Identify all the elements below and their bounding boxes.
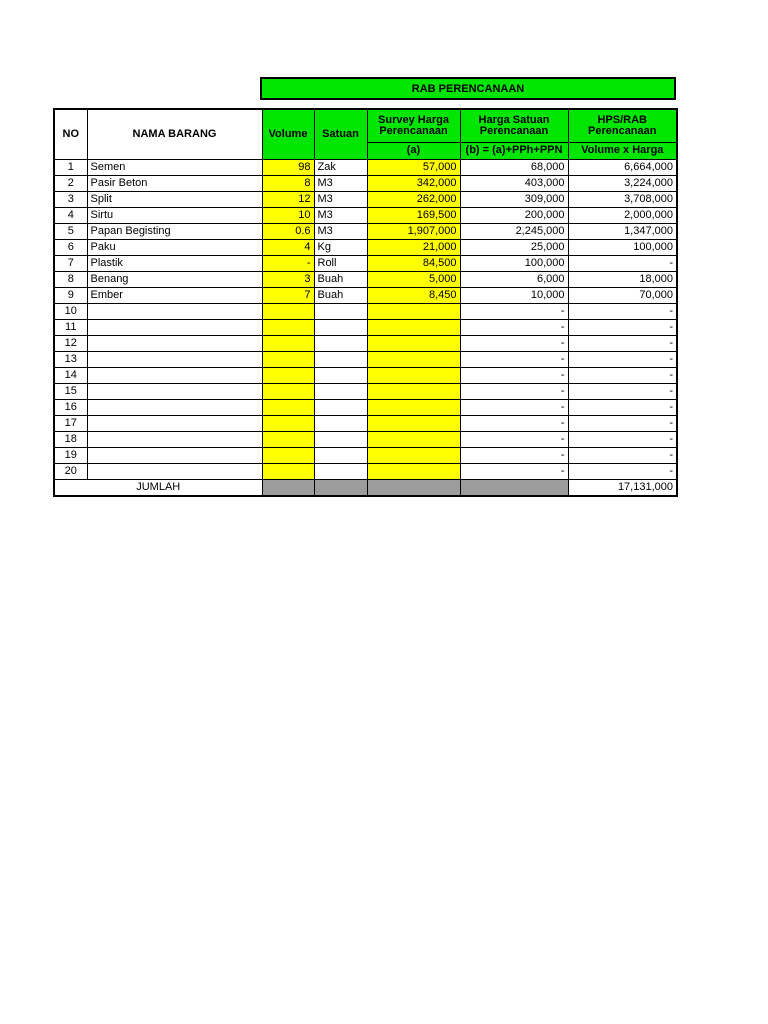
table-row [54, 191, 677, 207]
cell-no[interactable]: 6 [54, 239, 87, 255]
header-harga-line2: Perencanaan [479, 124, 549, 137]
cell-volume[interactable] [262, 335, 314, 351]
cell-satuan[interactable] [314, 367, 367, 383]
header-satuan: Satuan [314, 109, 367, 159]
cell-nama-barang[interactable] [87, 431, 262, 447]
total-volume-cell [262, 479, 314, 496]
cell-hps-rab[interactable]: - [568, 463, 677, 479]
cell-survey-harga[interactable]: 1,907,000 [367, 223, 460, 239]
header-harga-line1: Harga Satuan [478, 113, 550, 126]
header-harga-sub: (b) = (a)+PPh+PPN [460, 142, 568, 159]
header-volume: Volume [262, 109, 314, 159]
cell-hps-rab[interactable]: - [568, 399, 677, 415]
cell-survey-harga[interactable] [367, 351, 460, 367]
cell-nama-barang[interactable]: Semen [87, 159, 262, 175]
table-row [54, 399, 677, 415]
cell-hps-rab[interactable]: - [568, 431, 677, 447]
cell-no[interactable]: 19 [54, 447, 87, 463]
cell-hps-rab[interactable]: - [568, 367, 677, 383]
cell-hps-rab[interactable]: - [568, 383, 677, 399]
cell-survey-harga[interactable]: 84,500 [367, 255, 460, 271]
cell-hps-rab[interactable]: - [568, 351, 677, 367]
cell-satuan[interactable] [314, 431, 367, 447]
cell-nama-barang[interactable]: Papan Begisting [87, 223, 262, 239]
header-hps-sub: Volume x Harga [568, 142, 677, 159]
table-row [54, 303, 677, 319]
cell-volume[interactable] [262, 303, 314, 319]
cell-survey-harga[interactable]: 8,450 [367, 287, 460, 303]
cell-volume[interactable] [262, 383, 314, 399]
cell-harga-satuan[interactable]: - [460, 335, 568, 351]
cell-no[interactable]: 4 [54, 207, 87, 223]
cell-hps-rab[interactable]: 3,224,000 [568, 175, 677, 191]
cell-nama-barang[interactable]: Ember [87, 287, 262, 303]
cell-harga-satuan[interactable]: - [460, 447, 568, 463]
cell-satuan[interactable] [314, 303, 367, 319]
table-row [54, 351, 677, 367]
cell-hps-rab[interactable]: 70,000 [568, 287, 677, 303]
total-survey-cell [367, 479, 460, 496]
cell-survey-harga[interactable] [367, 319, 460, 335]
cell-nama-barang[interactable]: Split [87, 191, 262, 207]
cell-harga-satuan[interactable]: - [460, 367, 568, 383]
cell-harga-satuan[interactable]: - [460, 351, 568, 367]
cell-volume[interactable]: 10 [262, 207, 314, 223]
cell-no[interactable]: 2 [54, 175, 87, 191]
cell-nama-barang[interactable] [87, 351, 262, 367]
cell-satuan[interactable]: M3 [314, 175, 367, 191]
cell-hps-rab[interactable]: 18,000 [568, 271, 677, 287]
cell-hps-rab[interactable]: - [568, 415, 677, 431]
cell-satuan[interactable]: Buah [314, 271, 367, 287]
table-row [54, 255, 677, 271]
total-value[interactable]: 17,131,000 [568, 479, 677, 496]
cell-nama-barang[interactable] [87, 399, 262, 415]
cell-volume[interactable] [262, 351, 314, 367]
cell-hps-rab[interactable]: 6,664,000 [568, 159, 677, 175]
cell-nama-barang[interactable] [87, 463, 262, 479]
cell-no[interactable]: 18 [54, 431, 87, 447]
cell-volume[interactable] [262, 319, 314, 335]
header-nama-barang: NAMA BARANG [87, 109, 262, 159]
cell-survey-harga[interactable] [367, 335, 460, 351]
cell-volume[interactable]: 8 [262, 175, 314, 191]
cell-no[interactable]: 8 [54, 271, 87, 287]
cell-satuan[interactable]: M3 [314, 207, 367, 223]
cell-volume[interactable]: 7 [262, 287, 314, 303]
cell-satuan[interactable]: Kg [314, 239, 367, 255]
cell-no[interactable]: 5 [54, 223, 87, 239]
cell-survey-harga[interactable]: 57,000 [367, 159, 460, 175]
total-harga-cell [460, 479, 568, 496]
cell-volume[interactable] [262, 367, 314, 383]
table-row [54, 367, 677, 383]
header-hps-rab [568, 109, 677, 142]
table-row [54, 383, 677, 399]
cell-harga-satuan[interactable]: 309,000 [460, 191, 568, 207]
cell-volume[interactable]: 12 [262, 191, 314, 207]
cell-satuan[interactable] [314, 415, 367, 431]
cell-hps-rab[interactable]: - [568, 335, 677, 351]
cell-volume[interactable] [262, 431, 314, 447]
cell-nama-barang[interactable] [87, 303, 262, 319]
table-row [54, 175, 677, 191]
cell-survey-harga[interactable]: 169,500 [367, 207, 460, 223]
total-satuan-cell [314, 479, 367, 496]
cell-no[interactable]: 16 [54, 399, 87, 415]
table-row [54, 271, 677, 287]
cell-nama-barang[interactable] [87, 367, 262, 383]
cell-satuan[interactable] [314, 399, 367, 415]
cell-hps-rab[interactable]: - [568, 255, 677, 271]
cell-nama-barang[interactable] [87, 335, 262, 351]
cell-nama-barang[interactable]: Benang [87, 271, 262, 287]
cell-no[interactable]: 9 [54, 287, 87, 303]
header-survey-sub: (a) [367, 142, 460, 159]
cell-no[interactable]: 10 [54, 303, 87, 319]
table-row [54, 319, 677, 335]
table-row [54, 415, 677, 431]
cell-survey-harga[interactable]: 21,000 [367, 239, 460, 255]
cell-harga-satuan[interactable]: - [460, 383, 568, 399]
cell-satuan[interactable]: Roll [314, 255, 367, 271]
cell-harga-satuan[interactable]: 2,245,000 [460, 223, 568, 239]
cell-nama-barang[interactable] [87, 415, 262, 431]
cell-satuan[interactable]: Buah [314, 287, 367, 303]
cell-nama-barang[interactable]: Pasir Beton [87, 175, 262, 191]
cell-harga-satuan[interactable]: - [460, 463, 568, 479]
table-row [54, 207, 677, 223]
cell-no[interactable]: 17 [54, 415, 87, 431]
cell-satuan[interactable] [314, 447, 367, 463]
table-row [54, 463, 677, 479]
table-row [54, 223, 677, 239]
cell-nama-barang[interactable] [87, 383, 262, 399]
cell-harga-satuan[interactable]: 6,000 [460, 271, 568, 287]
cell-survey-harga[interactable] [367, 303, 460, 319]
header-hps-line1: HPS/RAB [597, 113, 647, 126]
header-hps-line2: Perencanaan [588, 124, 657, 137]
cell-nama-barang[interactable] [87, 447, 262, 463]
cell-hps-rab[interactable]: - [568, 319, 677, 335]
cell-survey-harga[interactable]: 342,000 [367, 175, 460, 191]
sheet-title [260, 77, 676, 100]
total-label: JUMLAH [54, 479, 262, 496]
rab-table [53, 108, 678, 497]
cell-satuan[interactable] [314, 351, 367, 367]
cell-harga-satuan[interactable]: - [460, 319, 568, 335]
cell-harga-satuan[interactable]: - [460, 415, 568, 431]
header-row [54, 109, 677, 142]
cell-no[interactable]: 7 [54, 255, 87, 271]
cell-hps-rab[interactable]: - [568, 303, 677, 319]
cell-harga-satuan[interactable]: 25,000 [460, 239, 568, 255]
cell-harga-satuan[interactable]: - [460, 431, 568, 447]
cell-volume[interactable]: - [262, 255, 314, 271]
cell-volume[interactable] [262, 463, 314, 479]
cell-satuan[interactable] [314, 463, 367, 479]
cell-harga-satuan[interactable]: 200,000 [460, 207, 568, 223]
table-row [54, 431, 677, 447]
cell-volume[interactable]: 4 [262, 239, 314, 255]
cell-harga-satuan[interactable]: 403,000 [460, 175, 568, 191]
cell-volume[interactable]: 98 [262, 159, 314, 175]
cell-survey-harga[interactable] [367, 431, 460, 447]
header-no: NO [54, 109, 87, 159]
cell-survey-harga[interactable]: 262,000 [367, 191, 460, 207]
cell-no[interactable]: 1 [54, 159, 87, 175]
cell-harga-satuan[interactable]: - [460, 399, 568, 415]
table-row [54, 287, 677, 303]
cell-survey-harga[interactable] [367, 383, 460, 399]
cell-satuan[interactable]: M3 [314, 191, 367, 207]
cell-no[interactable]: 13 [54, 351, 87, 367]
cell-hps-rab[interactable]: - [568, 447, 677, 463]
cell-nama-barang[interactable]: Sirtu [87, 207, 262, 223]
cell-survey-harga[interactable]: 5,000 [367, 271, 460, 287]
cell-hps-rab[interactable]: 3,708,000 [568, 191, 677, 207]
cell-hps-rab[interactable]: 100,000 [568, 239, 677, 255]
cell-survey-harga[interactable] [367, 367, 460, 383]
total-row [54, 479, 677, 496]
cell-no[interactable]: 12 [54, 335, 87, 351]
table-row [54, 159, 677, 175]
cell-harga-satuan[interactable]: 100,000 [460, 255, 568, 271]
table-row [54, 335, 677, 351]
cell-satuan[interactable]: M3 [314, 223, 367, 239]
cell-volume[interactable]: 3 [262, 271, 314, 287]
cell-nama-barang[interactable]: Paku [87, 239, 262, 255]
cell-survey-harga[interactable] [367, 415, 460, 431]
cell-satuan[interactable] [314, 335, 367, 351]
cell-no[interactable]: 15 [54, 383, 87, 399]
cell-volume[interactable] [262, 399, 314, 415]
cell-no[interactable]: 20 [54, 463, 87, 479]
cell-satuan[interactable] [314, 319, 367, 335]
cell-harga-satuan[interactable]: 10,000 [460, 287, 568, 303]
cell-survey-harga[interactable] [367, 463, 460, 479]
cell-no[interactable]: 11 [54, 319, 87, 335]
cell-hps-rab[interactable]: 2,000,000 [568, 207, 677, 223]
header-survey-line2: Perencanaan [379, 124, 448, 137]
table-row [54, 239, 677, 255]
cell-survey-harga[interactable] [367, 447, 460, 463]
table-row [54, 447, 677, 463]
cell-survey-harga[interactable] [367, 399, 460, 415]
header-survey-line1: Survey Harga [378, 113, 449, 126]
header-harga-satuan [460, 109, 568, 142]
cell-no[interactable]: 14 [54, 367, 87, 383]
cell-volume[interactable]: 0.6 [262, 223, 314, 239]
cell-harga-satuan[interactable]: - [460, 303, 568, 319]
cell-nama-barang[interactable]: Plastik [87, 255, 262, 271]
header-survey-harga [367, 109, 460, 142]
sheet-title-text: RAB PERENCANAAN [411, 82, 525, 95]
cell-volume[interactable] [262, 447, 314, 463]
cell-harga-satuan[interactable]: 68,000 [460, 159, 568, 175]
cell-satuan[interactable]: Zak [314, 159, 367, 175]
cell-nama-barang[interactable] [87, 319, 262, 335]
cell-volume[interactable] [262, 415, 314, 431]
cell-no[interactable]: 3 [54, 191, 87, 207]
cell-satuan[interactable] [314, 383, 367, 399]
cell-hps-rab[interactable]: 1,347,000 [568, 223, 677, 239]
